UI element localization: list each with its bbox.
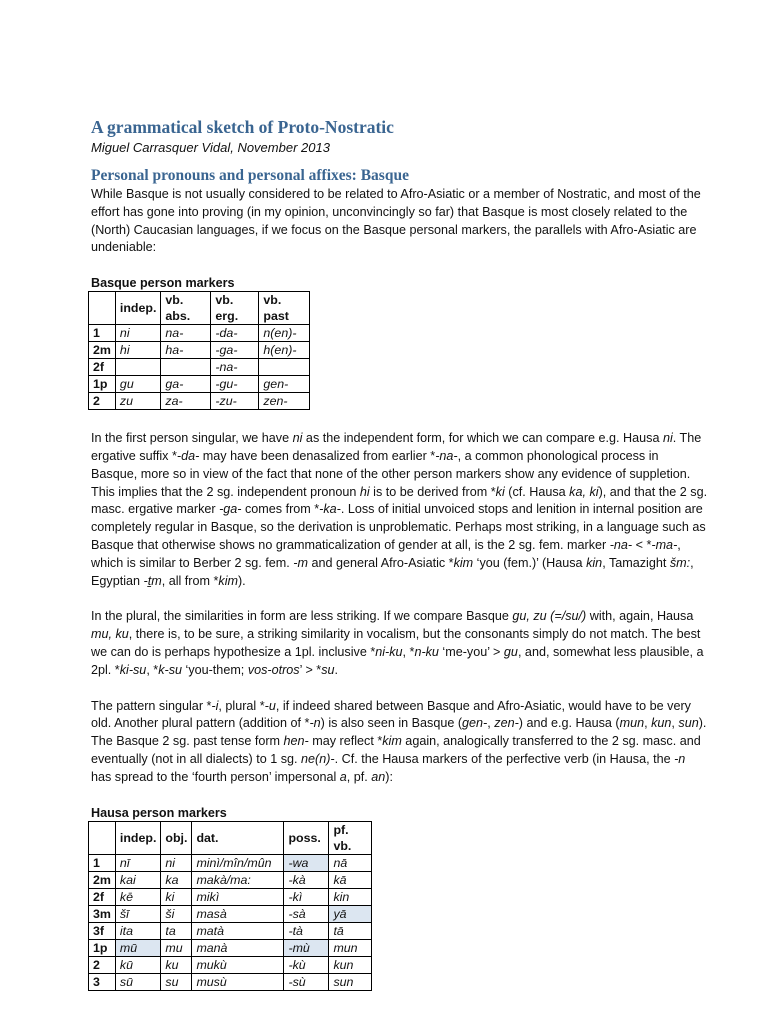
table-cell: gen- xyxy=(259,376,310,393)
column-header: vb. erg. xyxy=(211,292,259,325)
table-cell: -zu- xyxy=(211,393,259,410)
table-cell: h(en)- xyxy=(259,342,310,359)
table-cell: nī xyxy=(115,854,160,871)
column-header: dat. xyxy=(192,821,284,854)
basque-person-markers-table xyxy=(88,291,310,410)
column-header xyxy=(89,821,116,854)
table-row xyxy=(89,325,310,342)
table-cell: šī xyxy=(115,905,160,922)
table-cell: mū xyxy=(115,939,160,956)
table-cell: yā xyxy=(329,905,372,922)
table-cell: ni xyxy=(161,854,192,871)
table-cell: manà xyxy=(192,939,284,956)
table-cell: kai xyxy=(115,871,160,888)
table-cell: -kì xyxy=(284,888,329,905)
table-cell: kū xyxy=(115,956,160,973)
table-cell: ki xyxy=(161,888,192,905)
paragraph-intro: While Basque is not usually considered to be related to Afro-Asiatic or a member of Nostratic, and most of the effort has gone into proving (in my opinion, unconvincingly so far) that Basque is most closely related to the (North) Caucasian languages, if we focus on the Basque personal markers, the parallels with Afro-Asiatic are undeniable: xyxy=(91,187,701,255)
table-cell: sū xyxy=(115,973,160,990)
table-cell: na- xyxy=(161,325,211,342)
paragraph-plural: In the plural, the similarities in form are less striking. If we compare Basque gu, zu (=/su/) with, again, Hausa mu, ku, there is, to be sure, a striking similarity in vocalism, but the consonants simply do not match. The best we can do is perhaps hypothesize a 1pl. inclusive *ni-ku, *n-ku ‘me-you’ > gu, and, somewhat less plausible, a 2pl. *ki-su, *k-su ‘you-them; vos-otros’ > *su. xyxy=(91,609,704,677)
table-cell: minì/mîn/mûn xyxy=(192,854,284,871)
table-cell: kin xyxy=(329,888,372,905)
row-label: 2m xyxy=(89,342,116,359)
column-header: vb. abs. xyxy=(161,292,211,325)
column-header xyxy=(89,292,116,325)
table-cell: kē xyxy=(115,888,160,905)
table-cell xyxy=(161,359,211,376)
table-cell: su xyxy=(161,973,192,990)
table-cell: zu xyxy=(115,393,160,410)
row-label: 1p xyxy=(89,376,116,393)
table-cell: n(en)- xyxy=(259,325,310,342)
table-cell: matà xyxy=(192,922,284,939)
table-cell: ga- xyxy=(161,376,211,393)
table-cell: zen- xyxy=(259,393,310,410)
table-row xyxy=(89,922,372,939)
column-header: poss. xyxy=(284,821,329,854)
table-cell: kā xyxy=(329,871,372,888)
row-label: 3m xyxy=(89,905,116,922)
table-header-row xyxy=(89,292,310,325)
table-cell: -kà xyxy=(284,871,329,888)
paragraph-first-person: In the first person singular, we have ni as the independent form, for which we can compare e.g. Hausa ni. The ergative suffix *-da- may have been denasalized from earlier *-na-, a common phonological process in Basque, more so in view of the fact that none of the other person markers show any evidence of suppletion. This implies that the 2 sg. independent pronoun hi is to be derived from *ki (cf. Hausa ka, ki), and that the 2 sg. masc. ergative marker -ga- comes from *-ka-. Loss of initial unvoiced stops and lenition in internal position are completely regular in Basque, so the derivation is unproblematic. Perhaps most striking, in a language such as Basque that otherwise shows no grammaticalization of gender at all, is the 2 sg. fem. marker -na- < *-ma-, which is similar to Berber 2 sg. fem. -m and general Afro-Asiatic *kim ‘you (fem.)’ (Hausa kin, Tamazight šm:, Egyptian -ṯm, all from *kim). xyxy=(91,431,708,588)
table-cell: mukù xyxy=(192,956,284,973)
section-heading: Personal pronouns and personal affixes: Basque xyxy=(91,167,409,184)
paragraph-pattern: The pattern singular *-i, plural *-u, if indeed shared between Basque and Afro-Asiatic, would have to be very old. Another plural pattern (addition of *-n) is also seen in Basque (gen-, zen-) and e.g. Hausa (mun, kun, sun). The Basque 2 sg. past tense form hen- may reflect *kim again, analogically transferred to the 2 sg. masc. and eventually (not in all dialects) to 1 sg. ne(n)-. Cf. the Hausa markers of the perfective verb (in Hausa, the -n has spread to the ‘fourth person’ impersonal a, pf. an): xyxy=(91,698,707,784)
table-cell: ka xyxy=(161,871,192,888)
table-cell: -tà xyxy=(284,922,329,939)
author-line: Miguel Carrasquer Vidal, November 2013 xyxy=(91,140,330,155)
table-row xyxy=(89,854,372,871)
table-row xyxy=(89,956,372,973)
table-cell xyxy=(259,359,310,376)
row-label: 2 xyxy=(89,956,116,973)
table-cell: hi xyxy=(115,342,160,359)
table-cell: ku xyxy=(161,956,192,973)
table-cell: sun xyxy=(329,973,372,990)
table-row xyxy=(89,888,372,905)
hausa-person-markers-table xyxy=(88,821,372,991)
table-cell: tā xyxy=(329,922,372,939)
table-row xyxy=(89,393,310,410)
row-label: 3 xyxy=(89,973,116,990)
basque-table-caption: Basque person markers xyxy=(91,276,235,291)
document-title: A grammatical sketch of Proto-Nostratic xyxy=(91,117,394,137)
row-label: 2f xyxy=(89,359,116,376)
row-label: 2m xyxy=(89,871,116,888)
table-row xyxy=(89,973,372,990)
table-cell: -kù xyxy=(284,956,329,973)
table-cell: nā xyxy=(329,854,372,871)
table-row xyxy=(89,359,310,376)
table-header-row xyxy=(89,821,372,854)
table-row xyxy=(89,342,310,359)
table-cell: ita xyxy=(115,922,160,939)
table-cell xyxy=(115,359,160,376)
table-cell: mikì xyxy=(192,888,284,905)
row-label: 1 xyxy=(89,325,116,342)
table-cell: -gu- xyxy=(211,376,259,393)
table-cell: -ga- xyxy=(211,342,259,359)
row-label: 2f xyxy=(89,888,116,905)
table-cell: makà/ma: xyxy=(192,871,284,888)
table-cell: mun xyxy=(329,939,372,956)
table-cell: -wa xyxy=(284,854,329,871)
row-label: 1 xyxy=(89,854,116,871)
table-cell: -mù xyxy=(284,939,329,956)
column-header: vb. past xyxy=(259,292,310,325)
column-header: pf. vb. xyxy=(329,821,372,854)
table-cell: musù xyxy=(192,973,284,990)
table-row xyxy=(89,871,372,888)
column-header: indep. xyxy=(115,821,160,854)
table-cell: ni xyxy=(115,325,160,342)
table-cell: ši xyxy=(161,905,192,922)
table-cell: -sù xyxy=(284,973,329,990)
row-label: 2 xyxy=(89,393,116,410)
table-row xyxy=(89,376,310,393)
table-cell: ta xyxy=(161,922,192,939)
table-cell: -na- xyxy=(211,359,259,376)
column-header: indep. xyxy=(115,292,160,325)
table-row xyxy=(89,905,372,922)
table-cell: masà xyxy=(192,905,284,922)
table-cell: ha- xyxy=(161,342,211,359)
row-label: 3f xyxy=(89,922,116,939)
table-cell: -sà xyxy=(284,905,329,922)
table-cell: mu xyxy=(161,939,192,956)
row-label: 1p xyxy=(89,939,116,956)
table-cell: kun xyxy=(329,956,372,973)
table-cell: za- xyxy=(161,393,211,410)
table-cell: gu xyxy=(115,376,160,393)
hausa-table-caption: Hausa person markers xyxy=(91,805,227,820)
table-cell: -da- xyxy=(211,325,259,342)
table-row xyxy=(89,939,372,956)
column-header: obj. xyxy=(161,821,192,854)
